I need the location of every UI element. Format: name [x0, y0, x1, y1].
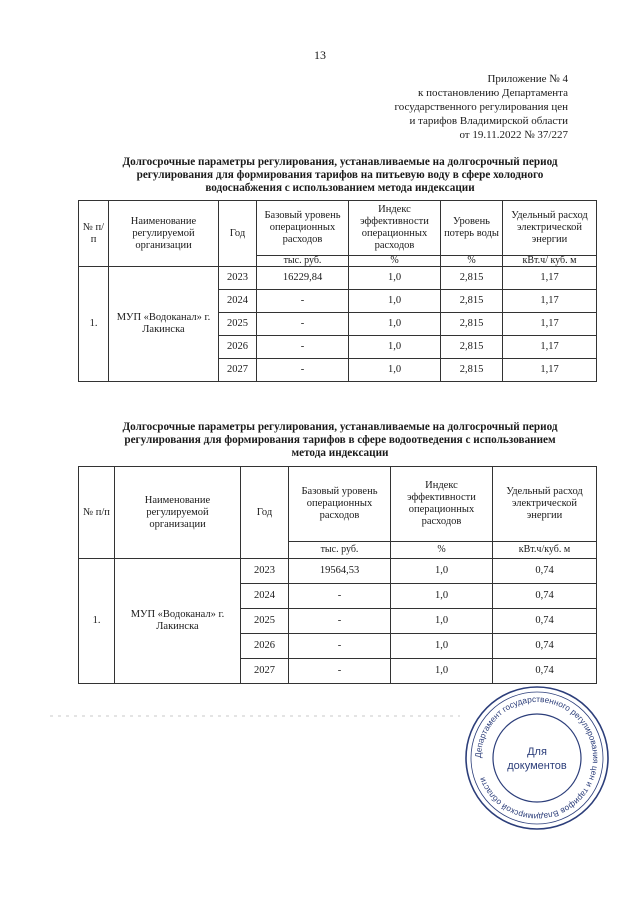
cell-year: 2025 — [241, 609, 289, 634]
cell-base: - — [289, 659, 391, 684]
header-power: Удельный расход электрической энергии — [493, 467, 597, 542]
title-line: регулирования для формирования тарифов в сфере водоотведения с использованием — [124, 434, 556, 446]
header-num: № п/п — [79, 467, 115, 559]
cell-year: 2026 — [219, 336, 257, 359]
section1-title — [90, 156, 590, 195]
cell-index: 1,0 — [349, 290, 441, 313]
stamp-outer-ring — [466, 687, 608, 829]
header-year: Год — [241, 467, 289, 559]
header-num: № п/п — [79, 201, 109, 267]
row-number: 1. — [79, 559, 115, 684]
cell-base: - — [289, 584, 391, 609]
cell-power: 0,74 — [493, 634, 597, 659]
title-line: Долгосрочные параметры регулирования, устанавливаемые на долгосрочный период — [122, 156, 558, 168]
cell-year: 2024 — [241, 584, 289, 609]
title-line: метода индексации — [291, 447, 389, 459]
header-org: Наименование регулируемой организации — [115, 467, 241, 559]
wastewater-table — [78, 466, 597, 684]
stamp-seal-icon — [462, 683, 612, 833]
cell-base: - — [289, 634, 391, 659]
stamp-center-line: Для — [527, 746, 547, 758]
stamp-inner-ring — [493, 714, 581, 802]
appendix-line: от 19.11.2022 № 37/227 — [459, 129, 568, 141]
cell-base: 16229,84 — [257, 267, 349, 290]
stamp-center-line: документов — [507, 760, 567, 772]
stamp-ring-text: Департамент государственного регулирования цен и тарифов Владимирской области — [472, 693, 602, 823]
cell-loss: 2,815 — [441, 267, 503, 290]
cell-index: 1,0 — [349, 359, 441, 382]
cell-base: - — [257, 359, 349, 382]
cell-year: 2027 — [219, 359, 257, 382]
cell-base: - — [257, 313, 349, 336]
cell-index: 1,0 — [391, 634, 493, 659]
title-line: водоснабжения с использованием метода индексации — [205, 182, 475, 194]
cell-year: 2025 — [219, 313, 257, 336]
unit-base: тыс. руб. — [289, 542, 391, 559]
header-index: Индекс эффективности операционных расходов — [349, 201, 441, 256]
faint-scan-line — [50, 712, 460, 720]
cell-year: 2026 — [241, 634, 289, 659]
cell-power: 1,17 — [503, 313, 597, 336]
title-line: Долгосрочные параметры регулирования, устанавливаемые на долгосрочный период — [122, 421, 558, 433]
stamp-middle-ring — [471, 692, 603, 824]
cell-loss: 2,815 — [441, 336, 503, 359]
unit-power: кВт.ч/куб. м — [493, 542, 597, 559]
appendix-line: и тарифов Владимирской области — [409, 115, 568, 127]
cell-index: 1,0 — [349, 336, 441, 359]
unit-loss: % — [441, 256, 503, 267]
cell-power: 0,74 — [493, 584, 597, 609]
water-supply-table — [78, 200, 597, 382]
header-loss: Уровень потерь воды — [441, 201, 503, 256]
cell-power: 0,74 — [493, 659, 597, 684]
title-line: регулирования для формирования тарифов на питьевую воду в сфере холодного — [136, 169, 544, 181]
cell-power: 1,17 — [503, 359, 597, 382]
unit-base: тыс. руб. — [257, 256, 349, 267]
header-org: Наименование регулируемой организации — [109, 201, 219, 267]
section2-title — [90, 421, 590, 460]
table-row — [79, 267, 597, 290]
cell-base: - — [257, 336, 349, 359]
table-row — [79, 559, 597, 584]
page-number: 13 — [314, 48, 326, 62]
cell-base: - — [257, 290, 349, 313]
official-stamp — [462, 683, 612, 833]
cell-power: 0,74 — [493, 609, 597, 634]
cell-year: 2023 — [241, 559, 289, 584]
cell-base: - — [289, 609, 391, 634]
cell-index: 1,0 — [391, 559, 493, 584]
header-year: Год — [219, 201, 257, 267]
cell-loss: 2,815 — [441, 359, 503, 382]
cell-index: 1,0 — [391, 584, 493, 609]
appendix-line: государственного регулирования цен — [394, 101, 568, 113]
appendix-line: Приложение № 4 — [487, 73, 568, 85]
header-base: Базовый уровень операционных расходов — [289, 467, 391, 542]
cell-year: 2023 — [219, 267, 257, 290]
header-index: Индекс эффективности операционных расходов — [391, 467, 493, 542]
cell-year: 2027 — [241, 659, 289, 684]
unit-index: % — [349, 256, 441, 267]
cell-loss: 2,815 — [441, 313, 503, 336]
org-name: МУП «Водоканал» г. Лакинска — [109, 267, 219, 382]
cell-power: 1,17 — [503, 267, 597, 290]
org-name: МУП «Водоканал» г. Лакинска — [115, 559, 241, 684]
cell-power: 0,74 — [493, 559, 597, 584]
cell-loss: 2,815 — [441, 290, 503, 313]
cell-index: 1,0 — [391, 659, 493, 684]
cell-index: 1,0 — [391, 609, 493, 634]
unit-index: % — [391, 542, 493, 559]
cell-index: 1,0 — [349, 267, 441, 290]
appendix-header — [308, 72, 568, 142]
cell-power: 1,17 — [503, 290, 597, 313]
cell-index: 1,0 — [349, 313, 441, 336]
cell-base: 19564,53 — [289, 559, 391, 584]
cell-year: 2024 — [219, 290, 257, 313]
header-power: Удельный расход электрической энергии — [503, 201, 597, 256]
appendix-line: к постановлению Департамента — [417, 87, 568, 99]
header-base: Базовый уровень операционных расходов — [257, 201, 349, 256]
cell-power: 1,17 — [503, 336, 597, 359]
row-number: 1. — [79, 267, 109, 382]
unit-power: кВт.ч/ куб. м — [503, 256, 597, 267]
